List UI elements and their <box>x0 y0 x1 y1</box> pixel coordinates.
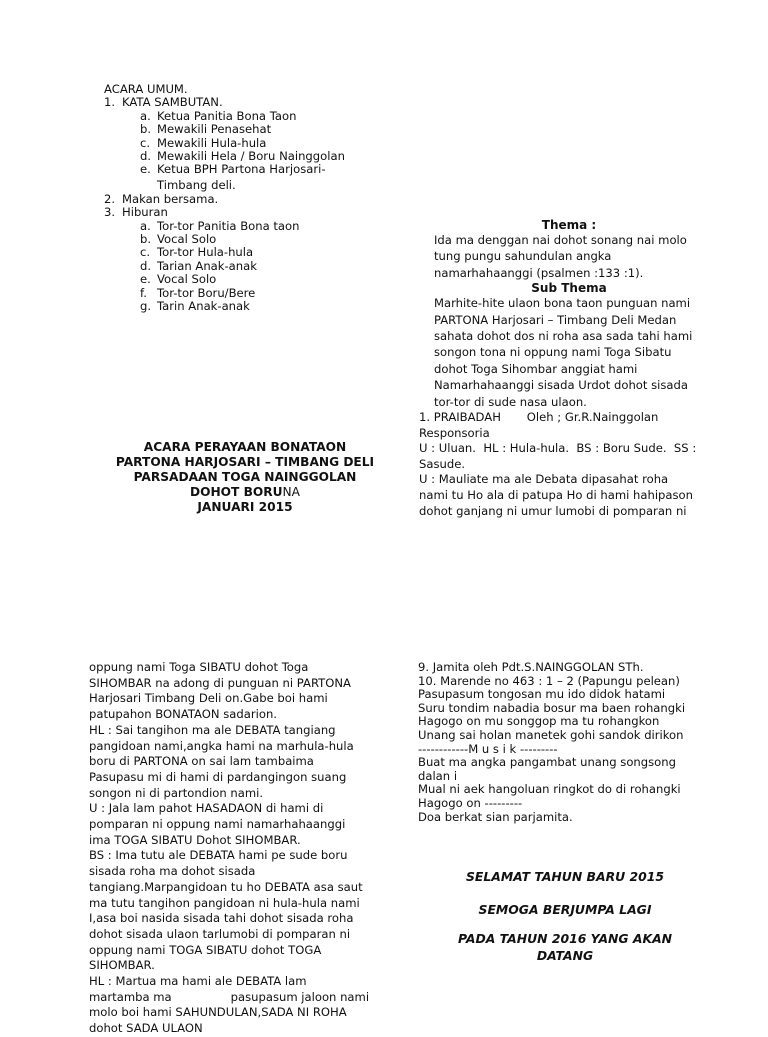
list-item <box>104 96 404 109</box>
sub-thema-heading: Sub Thema <box>531 281 607 296</box>
cover-title <box>100 440 390 515</box>
sublist-letter: g. <box>140 299 152 314</box>
sublist-item <box>140 123 404 136</box>
sublist-item <box>140 137 404 150</box>
text-line: Suru tondim nabadia bosur ma baen rohangki <box>418 700 686 715</box>
sublist-continuation: Timbang deli. <box>157 177 236 192</box>
text-line: Hagogo on mu songgop ma tu rohangkon <box>418 714 660 729</box>
list-item <box>104 193 404 206</box>
responsoria-continuation <box>89 660 374 1037</box>
text-line: SIHOMBAR na adong di punguan ni PARTONA <box>89 675 351 690</box>
sublist-letter: c. <box>140 245 151 260</box>
text-line: oppung nami TOGA SIBATU dohot TOGA <box>89 942 322 957</box>
greeting-line: SELAMAT TAHUN BARU 2015 <box>465 869 664 884</box>
sublist-text: Mewakili Penasehat <box>157 122 272 137</box>
text-line: HL : Martua ma hami ale DEBATA lam <box>89 974 307 989</box>
text-line: Mual ni aek hangoluan ringkot do di rohangki <box>418 782 681 797</box>
text-line: pomparan ni oppung nami namarhahaanggi <box>89 817 346 832</box>
sub-thema-line: Marhite-hite ulaon bona taon punguan nami <box>434 296 691 311</box>
text-line: martamba ma pasupasum jaloon nami <box>89 989 370 1004</box>
list-label: KATA SAMBUTAN. <box>122 95 223 110</box>
text-line: dohot sisada ulaon tarlumobi di pomparan ni <box>89 926 351 941</box>
thema-section <box>434 218 704 410</box>
text-line: 10. Marende no 463 : 1 – 2 (Papungu pelean) <box>418 673 680 688</box>
text-line: tangiang.Marpangidoan tu ho DEBATA asa saut <box>89 879 363 894</box>
praibadah-line: Sasude. <box>419 456 466 471</box>
praibadah-line: 1. PRAIBADAH Oleh ; Gr.R.Nainggolan <box>419 410 659 424</box>
praibadah-line: U : Uluan. HL : Hula-hula. BS : Boru Sude. SS : <box>419 441 697 456</box>
thema-heading: Thema : <box>541 218 597 232</box>
sublist-item <box>140 300 404 313</box>
text-line: HL : Sai tangihon ma ale DEBATA tangiang <box>89 722 336 737</box>
text-line: dalan i <box>418 768 458 783</box>
cover-text: NA <box>282 485 300 499</box>
sub-thema-line: Namarhahaanggi sisada Urdot dohot sisada <box>434 378 689 393</box>
list-item <box>104 206 404 219</box>
list-number: 2. <box>104 191 116 206</box>
sublist-text: Tarian Anak-anak <box>157 258 257 273</box>
sublist-item <box>140 246 404 259</box>
sublist-text: Tor-tor Hula-hula <box>157 245 254 260</box>
text-line: Buat ma angka pangambat unang songsong <box>418 755 676 770</box>
text-line: boru di PARTONA on sai lam tambaima <box>89 754 314 769</box>
praibadah-line: nami tu Ho ala di patupa Ho di hami hahipason <box>419 487 693 502</box>
sublist-item <box>140 163 404 176</box>
sublist-letter: c. <box>140 135 151 150</box>
list-number: 1. <box>104 95 116 110</box>
greeting-text: PADA TAHUN 2016 YANG AKAN <box>457 931 673 946</box>
list-number: 3. <box>104 205 116 220</box>
praibadah-section <box>419 410 709 519</box>
sub-thema-line: tor-tor di sude nasa ulaon. <box>434 394 587 409</box>
sublist-item <box>140 150 404 163</box>
praibadah-line: U : Mauliate ma ale Debata dipasahat roha <box>419 472 669 487</box>
thema-line: Ida ma denggan nai dohot sonang nai molo <box>434 233 687 247</box>
text-line: patupahon BONATAON sadarion. <box>89 707 277 722</box>
text-line: Hagogo on --------- <box>418 795 523 810</box>
text-line: pangidoan nami,angka hami na marhula-hula <box>89 738 354 753</box>
sublist-letter: b. <box>140 122 152 137</box>
text-line: U : Jala lam pahot HASADAON di hami di <box>89 801 324 816</box>
cover-line: ACARA PERAYAAN BONATAON <box>143 440 347 454</box>
text-line: Doa berkat sian parjamita. <box>418 809 573 824</box>
text-line: 9. Jamita oleh Pdt.S.NAINGGOLAN STh. <box>418 660 644 674</box>
sub-thema-line: sahata dohot dos ni roha asa sada tahi hami <box>434 329 693 344</box>
text-line: BS : Ima tutu ale DEBATA hami pe sude boru <box>89 848 348 863</box>
cover-text: DOHOT BORU <box>190 485 283 499</box>
sublist-item <box>140 110 404 123</box>
cover-line: PARTONA HARJOSARI – TIMBANG DELI <box>115 455 375 469</box>
sublist-text: Ketua BPH Partona Harjosari- <box>157 162 326 177</box>
sublist-text: Mewakili Hula-hula <box>157 135 267 150</box>
text-line: Pasupasu mi di hami di pardangingon suang <box>89 769 347 784</box>
sublist-letter: a. <box>140 108 151 123</box>
sublist <box>104 110 404 193</box>
sublist-text: Mewakili Hela / Boru Nainggolan <box>157 149 345 164</box>
sublist <box>104 220 404 314</box>
text-line: songon ni di partondion nami. <box>89 785 264 800</box>
sublist-item <box>140 273 404 286</box>
text-line: dohot SADA ULAON <box>89 1021 203 1036</box>
sublist-text: Tarin Anak-anak <box>157 299 250 314</box>
sublist-text: Tor-tor Boru/Bere <box>157 285 256 300</box>
text-line: Pasupasum tongosan mu ido didok hatami <box>418 687 666 702</box>
sublist-item <box>140 287 404 300</box>
sublist-item <box>140 233 404 246</box>
greeting-line: SEMOGA BERJUMPA LAGI <box>478 902 652 917</box>
text-line: I,asa boi nasida sisada tahi dohot sisada roha <box>89 911 354 926</box>
greeting-text: DATANG <box>536 948 594 963</box>
text-line: sisada roha ma dohot sisada <box>89 864 256 879</box>
sublist-letter: f. <box>140 285 147 300</box>
cover-line: PARSADAAN TOGA NAINGGOLAN <box>133 470 357 484</box>
acara-umum-title: ACARA UMUM. <box>104 82 188 96</box>
text-line: Unang sai holan manetek gohi sandok dirikon <box>418 727 684 742</box>
closing-greetings <box>420 868 710 964</box>
sublist-letter: e. <box>140 272 151 287</box>
sublist-text: Vocal Solo <box>157 232 217 247</box>
cover-line <box>100 485 390 500</box>
sub-thema-line: songon tona ni oppung nami Toga Sibatu <box>434 345 672 360</box>
text-line: molo boi hami SAHUNDULAN,SADA NI ROHA <box>89 1005 347 1020</box>
sublist-letter: d. <box>140 149 152 164</box>
text-line: Harjosari Timbang Deli on.Gabe boi hami <box>89 691 328 706</box>
sublist-letter: a. <box>140 218 151 233</box>
list-label: Hiburan <box>122 205 168 220</box>
sublist-text: Vocal Solo <box>157 272 217 287</box>
text-line: ima TOGA SIBATU Dohot SIHOMBAR. <box>89 832 301 847</box>
text-line: SIHOMBAR. <box>89 958 155 973</box>
cover-line: JANUARI 2015 <box>197 500 293 514</box>
text-line: ma tutu tangihon pangidoan ni hula-hula nami <box>89 895 360 910</box>
closing-program <box>418 661 718 824</box>
acara-umum-section <box>104 83 404 314</box>
text-line: oppung nami Toga SIBATU dohot Toga <box>89 660 309 674</box>
thema-line: namarhahaanggi (psalmen :133 :1). <box>434 265 644 280</box>
text-line: ------------M u s i k --------- <box>418 741 558 756</box>
list-label: Makan bersama. <box>122 191 219 206</box>
praibadah-line: dohot ganjang ni umur lumobi di pomparan ni <box>419 503 687 518</box>
sublist-letter: d. <box>140 258 152 273</box>
sublist-text: Ketua Panitia Bona Taon <box>157 108 297 123</box>
sub-thema-line: PARTONA Harjosari – Timbang Deli Medan <box>434 312 677 327</box>
greeting-line <box>420 930 710 964</box>
sublist-letter: e. <box>140 162 151 177</box>
sub-thema-line: dohot Toga Sihombar anggiat hami <box>434 361 638 376</box>
praibadah-line: Responsoria <box>419 425 490 440</box>
sublist-item <box>140 220 404 233</box>
sublist-letter: b. <box>140 232 152 247</box>
sublist-item <box>140 260 404 273</box>
sublist-text: Tor-tor Panitia Bona taon <box>157 218 300 233</box>
thema-line: tung pungu sahundulan angka <box>434 249 612 264</box>
